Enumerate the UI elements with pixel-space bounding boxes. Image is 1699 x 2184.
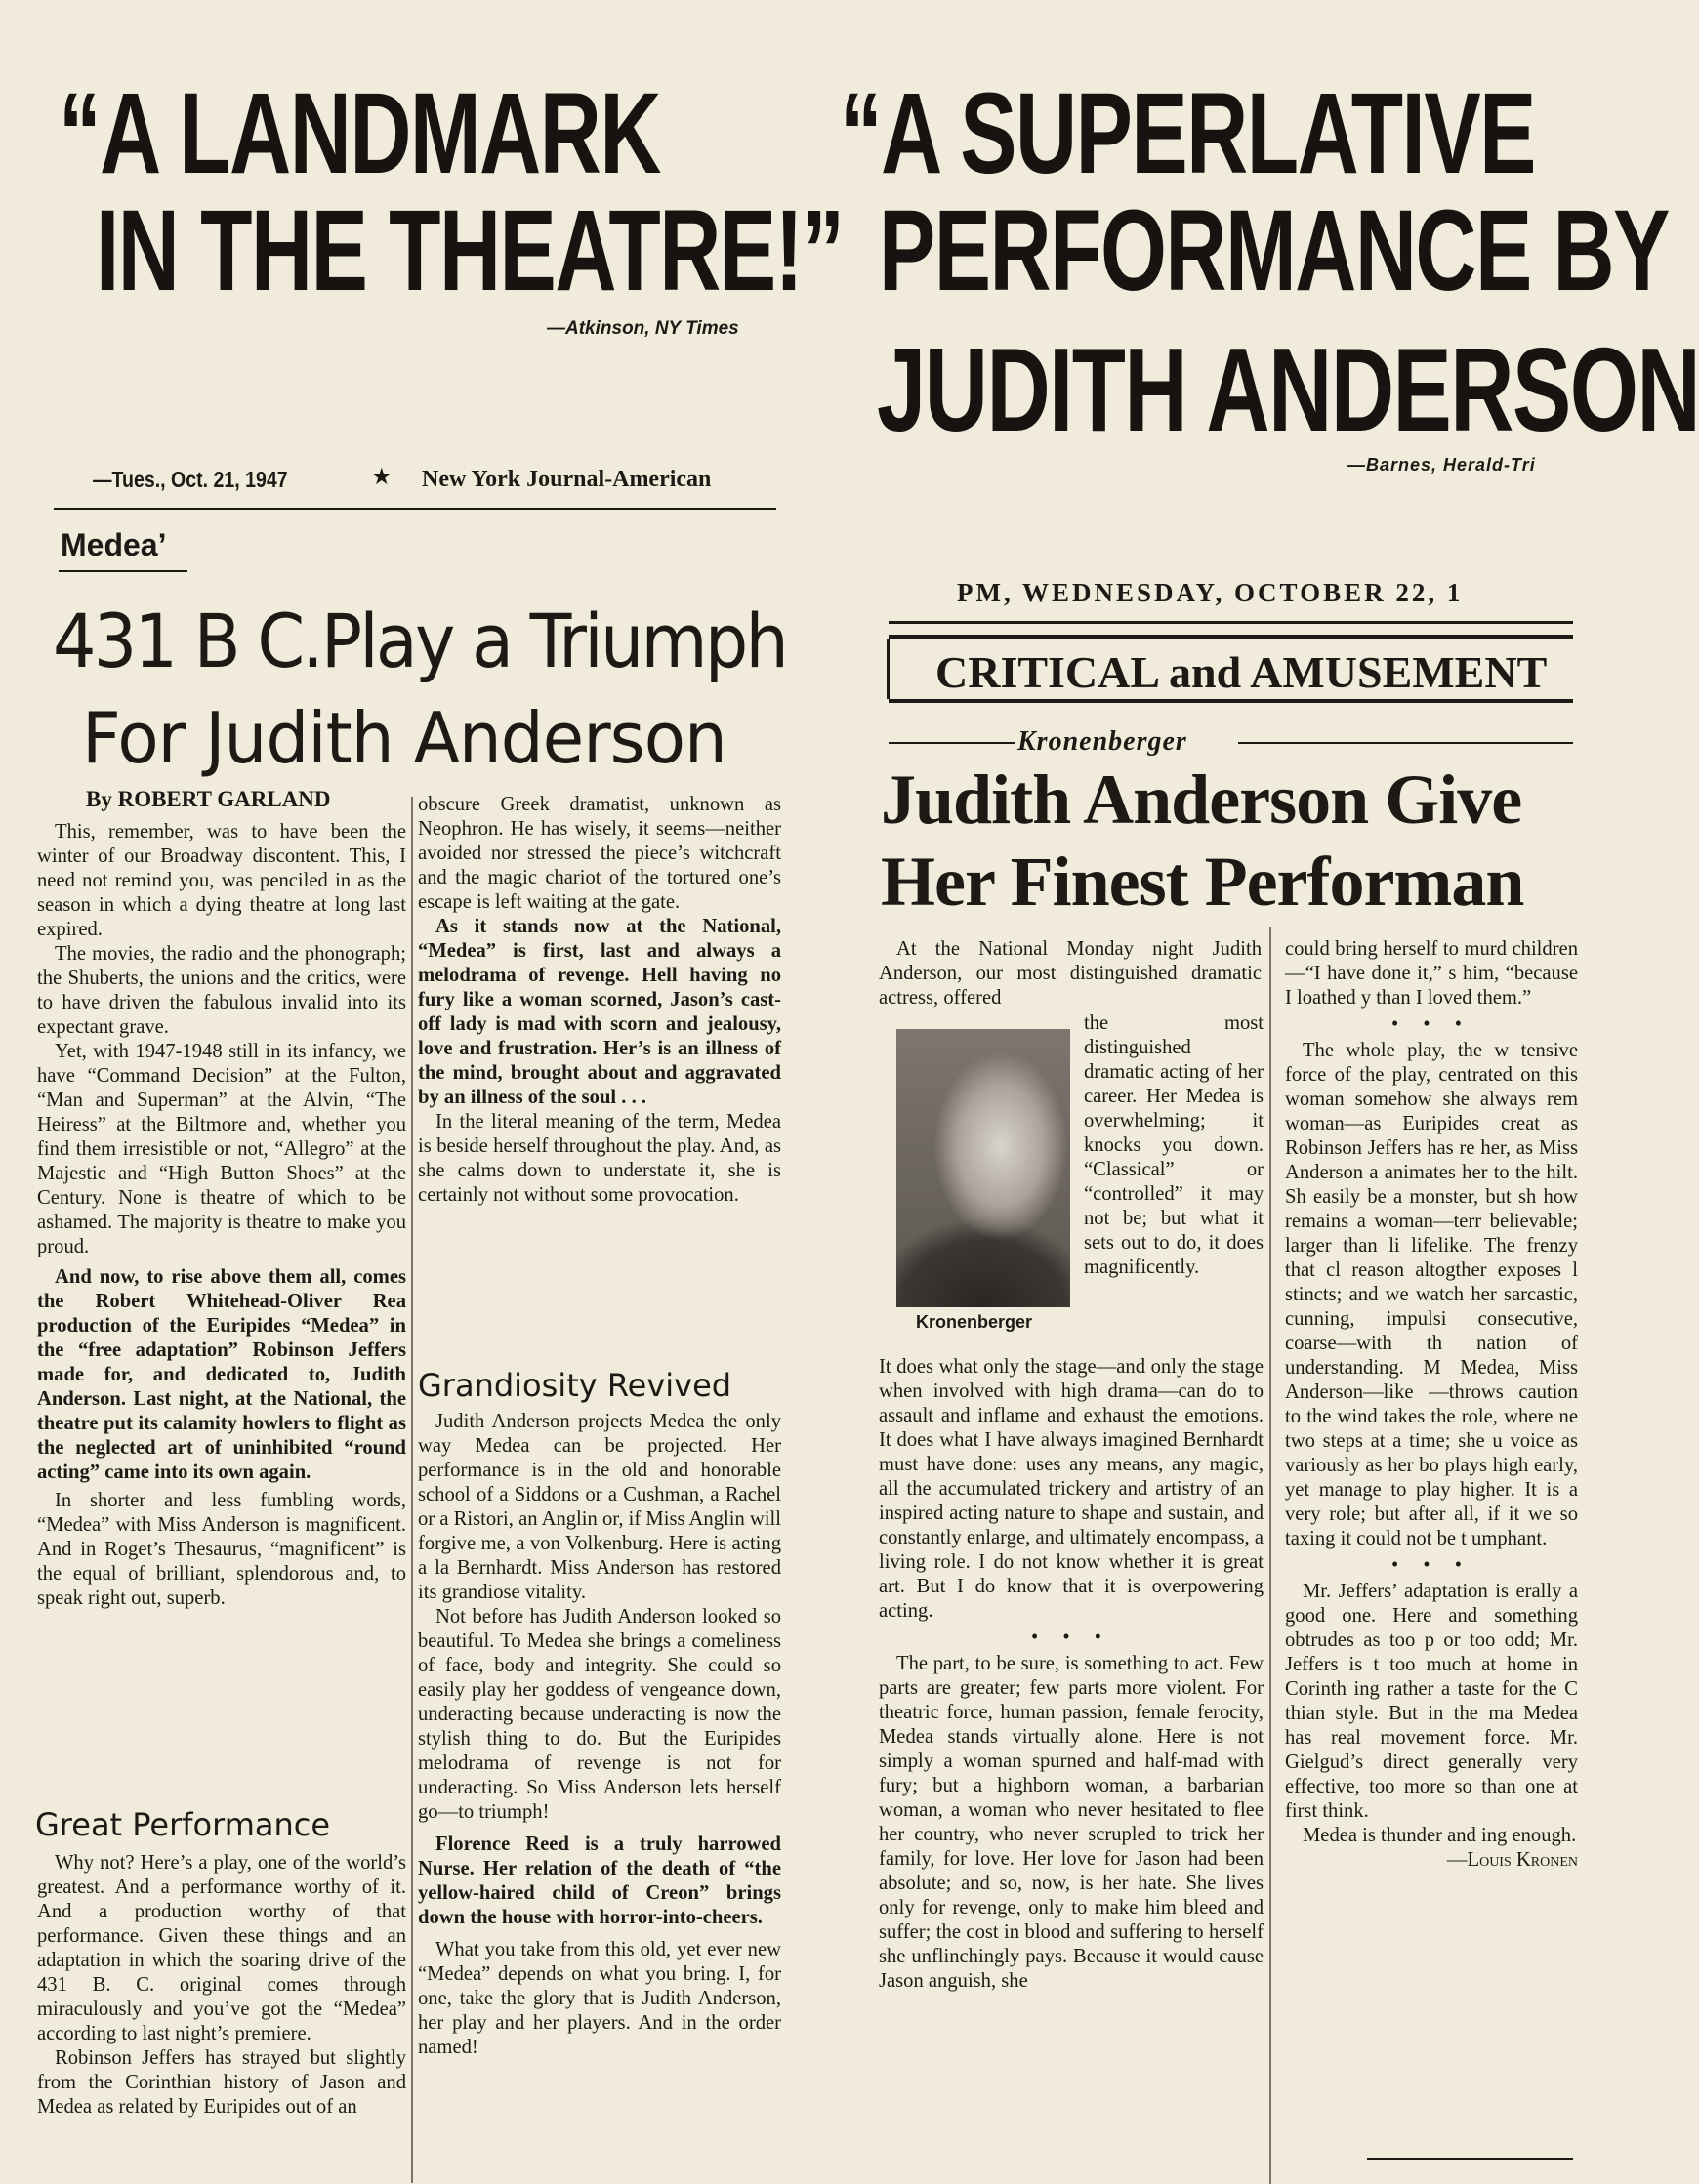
journal-column-divider	[411, 797, 413, 2183]
pm-title-line2: Her Finest Performan	[881, 843, 1524, 921]
right-headline-line3: JUDITH ANDERSON	[877, 323, 1699, 456]
journal-column-1	[37, 820, 406, 1609]
journal-paragraph: What you take from this old, yet ever new “Medea” depends on what you bring. I, for one, take the glory that is Judith Anderson, her play and her players. And in the order named!	[418, 1939, 781, 2058]
journal-paragraph: Yet, with 1947-1948 still in its infancy, we have “Command Decision” at the Fulton, “Man and Superman” at the Alvin, “The Heiress” at the Biltmore and, whether you find them irresistible or not, “Allegro” at the Majestic and “High Button Shoes” at the Century. None is theatre of which to be ashamed. The majority is theatre to make you proud.	[37, 1041, 406, 1257]
journal-date: —Tues., Oct. 21, 1947	[93, 467, 288, 492]
pm-paragraph: Medea is thunder and ing enough.	[1303, 1825, 1577, 1846]
journal-paragraph: And now, to rise above them all, comes the Robert Whitehead-Oliver Rea production of the Euripides “Medea” in the “free adaptation” Robinson Jeffers made for, and dedicated to, Judith Anderson. Last night, at the National, the theatre put its calamity howlers to flight as the neglected art of uninhibited “round acting” came into its own again.	[37, 1266, 406, 1483]
pm-dots: • • •	[1031, 1627, 1111, 1648]
journal-byline: By ROBERT GARLAND	[86, 787, 331, 811]
journal-paragraph: Why not? Here’s a play, one of the world’s greatest. And a performance worthy of it. And a production worthy of that performance. Given these things and an adaptation in which the soaring drive of the 431 B. C. original comes through miraculously and you’ve got the “Medea” according to last night’s premiere.	[37, 1852, 406, 2044]
pm-column-divider	[1269, 927, 1271, 2184]
pm-column-2	[1285, 937, 1578, 2138]
pm-column-1-side	[1084, 1011, 1264, 1365]
pm-paragraph: Mr. Jeffers’ adaptation is erally a good one. Here and something obtrudes as too p or too odd; Mr. Jeffers is t too much at home in Corinth ing rather a taste for the C thian style. But in the ma Medea has real movement force. Mr. Gielgud’s direct generally very effective, too more so than one at first think.	[1285, 1581, 1578, 1822]
journal-column-2-bottom	[418, 1410, 781, 2183]
pm-kicker: Kronenberger	[1017, 726, 1187, 757]
journal-paragraph: In the literal meaning of the term, Medea is beside herself throughout the play. And, as she calms down to understate it, she is certainly not without some provocation.	[418, 1111, 781, 1206]
journal-paragraph: This, remember, was to have been the winter of our Broadway discontent. This, I need not remind you, was penciled in as the season in which a dying theatre at long last expired.	[37, 821, 406, 940]
pm-column-1	[879, 1355, 1264, 2184]
journal-column-1-bottom	[37, 1851, 406, 2183]
journal-date-rule	[54, 508, 776, 510]
pm-dateline: PM, WEDNESDAY, OCTOBER 22, 1	[957, 578, 1464, 607]
journal-subhead-grandiosity: Grandiosity Revived	[418, 1367, 732, 1404]
pm-banner: CRITICAL and AMUSEMENT	[935, 647, 1548, 697]
journal-title-line1: 431 B C.Play a Triumph	[53, 598, 787, 684]
pm-dots: • • •	[1391, 1554, 1471, 1576]
kronenberger-photo	[896, 1029, 1070, 1307]
journal-paragraph: Not before has Judith Anderson looked so beautiful. To Medea she brings a comeliness of face, body and integrity. She could so easily play her goddess of vengeance down, underacting because underacting is now the stylish thing to do. But the Euripides melodrama of revenge is not for underacting. So Miss Anderson lets herself go—to triumph!	[418, 1606, 781, 1823]
journal-title-line2: For Judith Anderson	[82, 697, 726, 779]
pm-paragraph: It does what only the stage—and only the stage when involved with high drama—can do to assault and inflame and exhaust the emotions. It does what I have always imagined Bernhardt must have done: uses any means, any magic, all the accumulated trickery and artistry of an inspired acting nature to shape and sustain, and constantly enlarge, and ultimately encompass, a living role. I do not know whether it is great art. But I do know that it is overpowering acting.	[879, 1356, 1264, 1622]
star-icon: ★	[371, 465, 393, 490]
kronenberger-photo-caption: Kronenberger	[916, 1312, 1033, 1332]
journal-subhead-great-performance: Great Performance	[35, 1806, 331, 1843]
left-headline-line2: IN THE THEATRE!”	[96, 186, 844, 315]
journal-paragraph: As it stands now at the National, “Medea” is first, last and always a melodrama of revenge. Hell having no fury like a woman scorned, Jason’s cast-off lady is mad with scorn and jealousy, love and frustration. Her’s is an illness of the mind, brought about and aggravated by an illness of the soul . . .	[418, 916, 781, 1108]
journal-paragraph: The movies, the radio and the phonograph; the Shuberts, the unions and the critics, were to have driven the fabulous invalid into its expectant grave.	[37, 943, 406, 1038]
journal-paragraph: Robinson Jeffers has strayed but slightly from the Corinthian history of Jason and Medea as related by Euripides out of an	[37, 2047, 406, 2118]
journal-paragraph: obscure Greek dramatist, unknown as Neophron. He has wisely, it seems—neither avoided nor stressed the piece’s witchcraft and the magic chariot of the tortured one’s escape is left waiting at the gate.	[418, 794, 781, 913]
pm-paragraph: The whole play, the w tensive force of the play, centrated on this woman somehow she always rem woman—as Euripides creat as Robinson Jeffers has re her, as Miss Anderson a animates her to the hilt. Sh easily be a monster, but sh how remains a woman—terr believable; larger than li lifelike. The frenzy that cl reason altogther exposes l stincts; and we watch her sarcastic, cunning, impulsi consecutive, coarse—with th nation of understanding. M Medea, Miss Anderson—like —throws caution to the wind takes the role, where ne two steps at a time; she u voice as variously as her bo plays high early, yet manage to play higher. It is a very role; but after all, if it we so taxing it could not be t umphant.	[1285, 1040, 1578, 1549]
pm-signature-rule	[1367, 2158, 1573, 2160]
pm-kicker-rule-left	[889, 742, 1015, 744]
journal-paragraph: In shorter and less fumbling words, “Medea” with Miss Anderson is magnificent. And in Roget’s Thesaurus, “magnificent” is the equal of brilliant, splendorous and, to speak right out, superb.	[37, 1490, 406, 1609]
pm-dots: • • •	[1391, 1013, 1471, 1035]
journal-column-2	[418, 793, 781, 1339]
pm-paragraph: At the National Monday night Judith Anderson, our most distinguished dramatic actress, offered	[879, 938, 1262, 1009]
journal-kicker: Medea’	[61, 527, 167, 562]
pm-column-1-top	[879, 937, 1262, 1015]
journal-paragraph: Florence Reed is a truly harrowed Nurse. Her relation of the death of “the yellow-haired child of Creon” brings down the house with horror-into-cheers.	[418, 1834, 781, 1928]
right-headline-line1: “A SUPERLATIVE	[840, 69, 1535, 198]
journal-paragraph: Judith Anderson projects Medea the only way Medea can be projected. Her performance is in the old and honorable school of a Siddons or a Cushman, a Rachel or a Ristori, an Anglin or, if Miss Anglin will forgive me, a von Volkenburg. Here is acting a la Bernhardt. Miss Anderson has restored its grandiose vitality.	[418, 1411, 781, 1603]
pm-signature: —Louis Kronen	[1446, 1849, 1578, 1871]
pm-paragraph: could bring herself to murd children—“I have done it,” s him, “because I loathed y than I loved them.”	[1285, 938, 1578, 1009]
pm-paragraph: the most distinguished dramatic acting of her career. Her Medea is overwhelming; it knocks you down. “Classical” or “controlled” it may not be; but what it sets out to do, it does magnificently.	[1084, 1012, 1264, 1278]
pm-title-line1: Judith Anderson Give	[881, 761, 1522, 839]
pm-dateline-rule	[889, 621, 1573, 624]
pm-kicker-rule-right	[1238, 742, 1573, 744]
journal-kicker-underline	[59, 570, 187, 572]
pm-banner-bottom-rule	[889, 699, 1573, 703]
left-headline-credit: —Atkinson, NY Times	[547, 318, 739, 339]
left-headline-line1: “A LANDMARK	[59, 69, 660, 198]
journal-paper-name: New York Journal-American	[422, 467, 712, 492]
pm-paragraph: The part, to be sure, is something to act. Few parts are greater; few parts more violent. For theatric force, human passion, female ferocity, Medea stands virtually alone. Here is not simply a woman spurned and half-mad with fury; but a highborn woman, a barbarian woman, a woman who never hesitated to flee her country, who never scrupled to trick her family, for love. Her love for Jason had been absolute; and so, now, is her hate. She lives only for revenge, only to make him bleed and suffer; the cost in blood and suffering to herself she unflinchingly pays. Because it would cause Jason anguish, she	[879, 1653, 1264, 1992]
right-headline-line2: PERFORMANCE BY	[879, 186, 1669, 315]
right-headline-credit: —Barnes, Herald-Tri	[1347, 455, 1536, 474]
